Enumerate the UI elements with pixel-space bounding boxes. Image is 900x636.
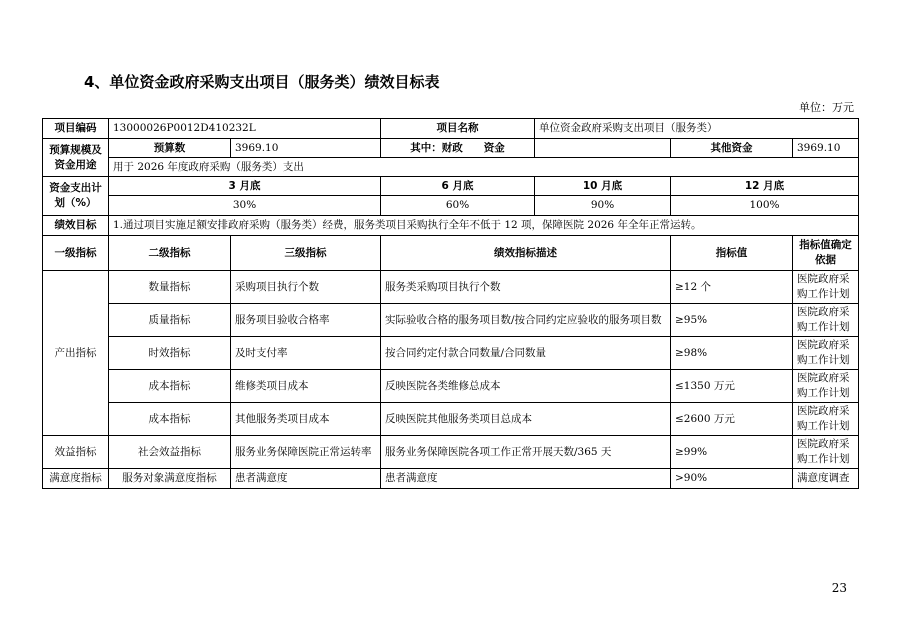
other-funds-label: 其他资金: [671, 139, 793, 158]
level2-cell: 数量指标: [109, 271, 231, 304]
table-row: [43, 403, 859, 436]
basis-cell: 医院政府采购工作计划: [793, 403, 859, 436]
level1-cell: 效益指标: [43, 436, 109, 469]
basis-cell: 医院政府采购工作计划: [793, 304, 859, 337]
level2-cell: 社会效益指标: [109, 436, 231, 469]
level3-cell: 采购项目执行个数: [231, 271, 381, 304]
value-cell: ≥98%: [671, 337, 793, 370]
level2-cell: 时效指标: [109, 337, 231, 370]
basis-cell: 医院政府采购工作计划: [793, 436, 859, 469]
level3-cell: 及时支付率: [231, 337, 381, 370]
unit-label: 单位：万元: [799, 101, 854, 114]
description-cell: 患者满意度: [381, 469, 671, 489]
level3-cell: 服务业务保障医院正常运转率: [231, 436, 381, 469]
value-cell: ≥12 个: [671, 271, 793, 304]
table-row: [43, 337, 859, 370]
header-level3: 三级指标: [231, 236, 381, 271]
page-title: 4、单位资金政府采购支出项目（服务类）绩效目标表: [84, 73, 440, 91]
table-row: [43, 304, 859, 337]
performance-table: [42, 118, 859, 489]
level1-cell: 产出指标: [43, 271, 109, 436]
header-description: 绩效指标描述: [381, 236, 671, 271]
page-number: 23: [831, 581, 847, 595]
basis-cell: 医院政府采购工作计划: [793, 271, 859, 304]
project-name-value: 单位资金政府采购支出项目（服务类）: [535, 119, 859, 139]
level3-cell: 服务项目验收合格率: [231, 304, 381, 337]
budget-scale-label: 预算规模及资金用途: [43, 139, 109, 177]
level3-cell: 维修类项目成本: [231, 370, 381, 403]
budget-amount-label: 预算数: [109, 139, 231, 158]
value-cell: >90%: [671, 469, 793, 489]
project-code-value: 13000026P0012D410232L: [109, 119, 381, 139]
description-cell: 服务业务保障医院各项工作正常开展天数/365 天: [381, 436, 671, 469]
project-code-label: 项目编码: [43, 119, 109, 139]
plan-header-oct: 10 月底: [535, 177, 671, 196]
value-cell: ≤2600 万元: [671, 403, 793, 436]
plan-value-dec: 100%: [671, 196, 859, 216]
level3-cell: 患者满意度: [231, 469, 381, 489]
level2-cell: 成本指标: [109, 370, 231, 403]
level2-cell: 成本指标: [109, 403, 231, 436]
basis-cell: 医院政府采购工作计划: [793, 370, 859, 403]
fund-usage-value: 用于 2026 年度政府采购（服务类）支出: [109, 158, 859, 177]
header-level2: 二级指标: [109, 236, 231, 271]
description-cell: 实际验收合格的服务项目数/按合同约定应验收的服务项目数: [381, 304, 671, 337]
budget-amount-value: 3969.10: [231, 139, 381, 158]
perf-goal-label: 绩效目标: [43, 216, 109, 236]
level2-cell: 质量指标: [109, 304, 231, 337]
table-row: [43, 436, 859, 469]
level3-cell: 其他服务类项目成本: [231, 403, 381, 436]
level2-cell: 服务对象满意度指标: [109, 469, 231, 489]
description-cell: 反映医院其他服务类项目总成本: [381, 403, 671, 436]
fiscal-funds-value: [535, 139, 671, 158]
header-level1: 一级指标: [43, 236, 109, 271]
plan-value-oct: 90%: [535, 196, 671, 216]
table-row: [43, 469, 859, 489]
header-basis: 指标值确定依据: [793, 236, 859, 271]
plan-header-dec: 12 月底: [671, 177, 859, 196]
value-cell: ≥99%: [671, 436, 793, 469]
fiscal-funds-label: 其中：财政 资金: [381, 139, 535, 158]
header-value: 指标值: [671, 236, 793, 271]
description-cell: 服务类采购项目执行个数: [381, 271, 671, 304]
fund-plan-label: 资金支出计划（%）: [43, 177, 109, 216]
plan-header-jun: 6 月底: [381, 177, 535, 196]
plan-header-mar: 3 月底: [109, 177, 381, 196]
table-row: [43, 271, 859, 304]
plan-value-mar: 30%: [109, 196, 381, 216]
basis-cell: 满意度调查: [793, 469, 859, 489]
plan-value-jun: 60%: [381, 196, 535, 216]
table-row: [43, 370, 859, 403]
value-cell: ≤1350 万元: [671, 370, 793, 403]
project-name-label: 项目名称: [381, 119, 535, 139]
basis-cell: 医院政府采购工作计划: [793, 337, 859, 370]
description-cell: 按合同约定付款合同数量/合同数量: [381, 337, 671, 370]
perf-goal-value: 1.通过项目实施足额安排政府采购（服务类）经费，服务类项目采购执行全年不低于 12 项，保障医院 2026 年全年正常运转。: [109, 216, 859, 236]
value-cell: ≥95%: [671, 304, 793, 337]
description-cell: 反映医院各类维修总成本: [381, 370, 671, 403]
other-funds-value: 3969.10: [793, 139, 859, 158]
level1-cell: 满意度指标: [43, 469, 109, 489]
